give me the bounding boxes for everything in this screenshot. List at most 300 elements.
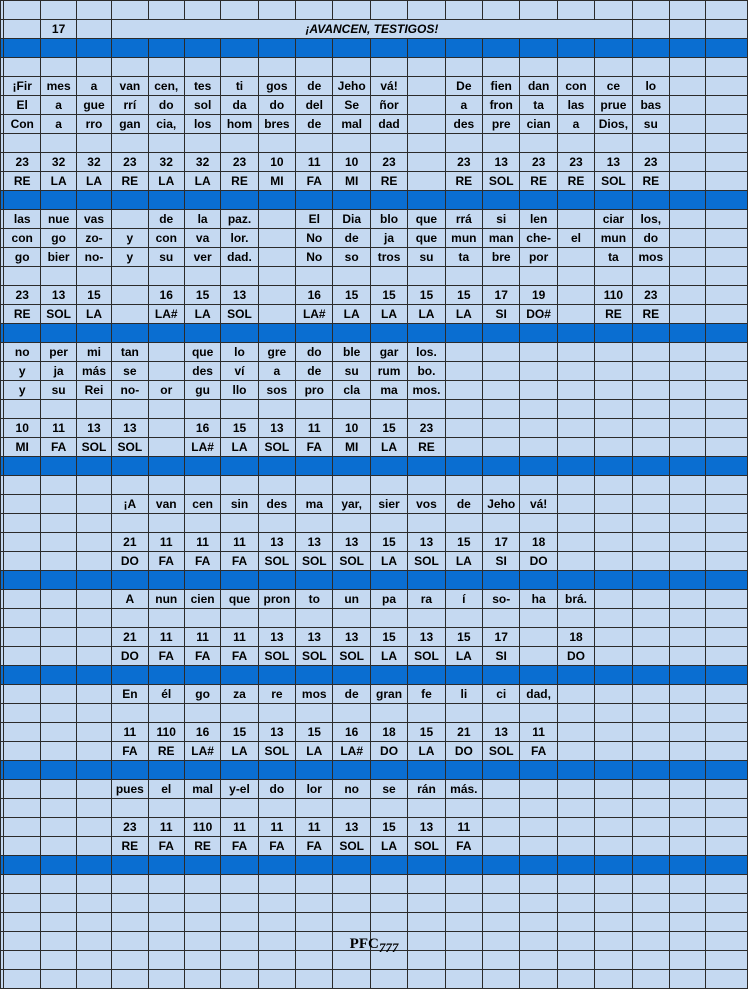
empty-cell — [221, 704, 258, 723]
empty-cell — [595, 590, 632, 609]
separator-cell — [445, 457, 482, 476]
note-name: LA — [221, 742, 258, 761]
separator-cell — [296, 191, 333, 210]
separator-cell — [595, 666, 632, 685]
separator-cell — [333, 457, 370, 476]
empty-cell — [221, 476, 258, 495]
separator-cell — [445, 324, 482, 343]
note-number: 23 — [632, 286, 669, 305]
lyric-syllable: ja — [41, 362, 76, 381]
grid-row-note — [1, 552, 748, 571]
separator-cell — [557, 191, 594, 210]
empty-cell — [258, 210, 295, 229]
separator-cell — [184, 571, 220, 590]
lyric-syllable: a — [557, 115, 594, 134]
lyric-syllable: ha — [520, 590, 557, 609]
empty-cell — [632, 1, 669, 20]
empty-cell — [632, 685, 669, 704]
note-number: 13 — [333, 818, 370, 837]
empty-cell — [557, 685, 594, 704]
empty-cell — [669, 96, 705, 115]
empty-cell — [595, 875, 632, 894]
lyric-syllable: que — [221, 590, 258, 609]
empty-cell — [557, 609, 594, 628]
empty-cell — [408, 58, 445, 77]
separator-cell — [408, 666, 445, 685]
empty-cell — [184, 704, 220, 723]
lyric-syllable: ta — [520, 96, 557, 115]
empty-cell — [76, 590, 111, 609]
empty-cell — [483, 913, 520, 932]
separator-cell — [258, 571, 295, 590]
empty-cell — [221, 970, 258, 989]
note-number: 17 — [483, 286, 520, 305]
song-title: ¡AVANCEN, TESTIGOS! — [112, 20, 632, 39]
empty-cell — [148, 419, 184, 438]
lyric-syllable: Con — [4, 115, 41, 134]
empty-cell — [557, 1, 594, 20]
lyric-syllable: so- — [483, 590, 520, 609]
separator-cell — [4, 761, 41, 780]
grid-row-num — [1, 818, 748, 837]
empty-cell — [112, 1, 148, 20]
empty-cell — [557, 875, 594, 894]
empty-cell — [557, 837, 594, 856]
empty-cell — [370, 476, 407, 495]
note-name: DO — [557, 647, 594, 666]
empty-cell — [408, 894, 445, 913]
note-name: FA — [221, 837, 258, 856]
lyric-syllable: ver — [184, 248, 220, 267]
lyric-syllable: mal — [184, 780, 220, 799]
empty-cell — [595, 343, 632, 362]
grid-row-blank — [1, 134, 748, 153]
empty-cell — [483, 799, 520, 818]
empty-cell — [41, 913, 76, 932]
empty-cell — [408, 609, 445, 628]
separator-cell — [408, 191, 445, 210]
lyric-syllable: tan — [112, 343, 148, 362]
empty-cell — [148, 476, 184, 495]
empty-cell — [669, 58, 705, 77]
grid-row-top — [1, 1, 748, 20]
empty-cell — [520, 476, 557, 495]
note-number: 18 — [520, 533, 557, 552]
note-name: DO — [112, 647, 148, 666]
empty-cell — [520, 704, 557, 723]
lyric-syllable: pre — [483, 115, 520, 134]
separator-cell — [408, 856, 445, 875]
empty-cell — [41, 590, 76, 609]
grid-row-text — [1, 343, 748, 362]
separator-cell — [706, 856, 748, 875]
note-number: 11 — [148, 818, 184, 837]
empty-cell — [148, 362, 184, 381]
separator-cell — [333, 191, 370, 210]
empty-cell — [370, 894, 407, 913]
separator-cell — [296, 39, 333, 58]
lyric-syllable: ce — [595, 77, 632, 96]
separator-cell — [408, 571, 445, 590]
separator-cell — [370, 571, 407, 590]
note-name: SOL — [258, 552, 295, 571]
lyric-syllable: ra — [408, 590, 445, 609]
empty-cell — [595, 476, 632, 495]
empty-cell — [445, 894, 482, 913]
lyric-syllable: yar, — [333, 495, 370, 514]
empty-cell — [520, 894, 557, 913]
note-number: 16 — [184, 723, 220, 742]
grid-row-text — [1, 248, 748, 267]
empty-cell — [148, 799, 184, 818]
empty-cell — [706, 495, 748, 514]
empty-cell — [184, 476, 220, 495]
empty-cell — [557, 704, 594, 723]
empty-cell — [184, 134, 220, 153]
separator-cell — [669, 324, 705, 343]
note-number: 15 — [370, 533, 407, 552]
grid-row-sep — [1, 39, 748, 58]
lyric-syllable: El — [4, 96, 41, 115]
note-number: 18 — [557, 628, 594, 647]
separator-cell — [706, 39, 748, 58]
note-number: 13 — [112, 419, 148, 438]
lyric-syllable: mes — [41, 77, 76, 96]
lyric-syllable: de — [333, 229, 370, 248]
separator-cell — [41, 457, 76, 476]
empty-cell — [520, 970, 557, 989]
empty-cell — [4, 476, 41, 495]
empty-cell — [296, 609, 333, 628]
grid-row-text — [1, 96, 748, 115]
separator-cell — [557, 457, 594, 476]
empty-cell — [76, 742, 111, 761]
empty-cell — [632, 514, 669, 533]
note-name: SOL — [333, 837, 370, 856]
empty-cell — [557, 723, 594, 742]
empty-cell — [632, 476, 669, 495]
lyric-syllable: vá! — [520, 495, 557, 514]
empty-cell — [632, 419, 669, 438]
note-name: MI — [258, 172, 295, 191]
note-name: SI — [483, 647, 520, 666]
empty-cell — [632, 913, 669, 932]
empty-cell — [632, 704, 669, 723]
empty-cell — [632, 533, 669, 552]
grid-row-blank — [1, 894, 748, 913]
lyric-syllable: í — [445, 590, 482, 609]
empty-cell — [221, 58, 258, 77]
separator-cell — [595, 856, 632, 875]
empty-cell — [669, 970, 705, 989]
separator-cell — [632, 191, 669, 210]
empty-cell — [595, 723, 632, 742]
lyric-syllable: man — [483, 229, 520, 248]
separator-cell — [557, 39, 594, 58]
empty-cell — [76, 837, 111, 856]
lyric-syllable: gu — [184, 381, 220, 400]
separator-cell — [483, 191, 520, 210]
grid-row-blank — [1, 400, 748, 419]
empty-cell — [483, 780, 520, 799]
note-number: 13 — [408, 818, 445, 837]
lyric-syllable: ti — [221, 77, 258, 96]
separator-cell — [296, 761, 333, 780]
empty-cell — [632, 647, 669, 666]
lyric-syllable: mi — [76, 343, 111, 362]
separator-cell — [595, 761, 632, 780]
empty-cell — [4, 685, 41, 704]
lyric-syllable: No — [296, 229, 333, 248]
separator-cell — [445, 39, 482, 58]
lyric-syllable: sos — [258, 381, 295, 400]
empty-cell — [669, 77, 705, 96]
empty-cell — [41, 476, 76, 495]
empty-cell — [669, 134, 705, 153]
lyric-syllable: so — [333, 248, 370, 267]
empty-cell — [184, 894, 220, 913]
lyric-syllable: pro — [296, 381, 333, 400]
empty-cell — [706, 248, 748, 267]
note-name: SOL — [595, 172, 632, 191]
note-number: 23 — [112, 153, 148, 172]
empty-cell — [706, 20, 748, 39]
empty-cell — [76, 552, 111, 571]
note-number: 11 — [221, 628, 258, 647]
lyric-syllable: dad — [370, 115, 407, 134]
lyric-syllable: do — [148, 96, 184, 115]
empty-cell — [76, 780, 111, 799]
separator-cell — [445, 856, 482, 875]
separator-cell — [483, 39, 520, 58]
empty-cell — [221, 400, 258, 419]
separator-cell — [632, 39, 669, 58]
empty-cell — [76, 970, 111, 989]
lyric-syllable: a — [76, 77, 111, 96]
lyric-syllable: ví — [221, 362, 258, 381]
grid-row-sep — [1, 761, 748, 780]
empty-cell — [445, 438, 482, 457]
note-number: 11 — [520, 723, 557, 742]
empty-cell — [76, 267, 111, 286]
separator-cell — [221, 666, 258, 685]
empty-cell — [483, 704, 520, 723]
separator-cell — [221, 856, 258, 875]
empty-cell — [112, 514, 148, 533]
empty-cell — [632, 400, 669, 419]
empty-cell — [483, 134, 520, 153]
empty-cell — [706, 362, 748, 381]
separator-cell — [370, 856, 407, 875]
empty-cell — [76, 20, 111, 39]
empty-cell — [632, 552, 669, 571]
empty-cell — [706, 438, 748, 457]
empty-cell — [445, 609, 482, 628]
lyric-syllable: se — [112, 362, 148, 381]
lyric-syllable: las — [557, 96, 594, 115]
note-number: 32 — [184, 153, 220, 172]
note-number: 13 — [258, 533, 295, 552]
separator-cell — [112, 457, 148, 476]
separator-cell — [148, 666, 184, 685]
empty-cell — [669, 267, 705, 286]
empty-cell — [483, 419, 520, 438]
lyric-syllable: gue — [76, 96, 111, 115]
note-name: RE — [112, 172, 148, 191]
note-name: LA — [148, 172, 184, 191]
empty-cell — [557, 343, 594, 362]
empty-cell — [669, 514, 705, 533]
separator-cell — [112, 761, 148, 780]
separator-cell — [148, 191, 184, 210]
lyric-syllable: las — [4, 210, 41, 229]
lyric-syllable: rum — [370, 362, 407, 381]
empty-cell — [706, 419, 748, 438]
lyric-syllable: y — [112, 248, 148, 267]
empty-cell — [258, 609, 295, 628]
empty-cell — [258, 476, 295, 495]
note-number: 17 — [483, 533, 520, 552]
separator-cell — [669, 761, 705, 780]
empty-cell — [557, 210, 594, 229]
note-name: LA — [370, 305, 407, 324]
separator-cell — [370, 457, 407, 476]
empty-cell — [632, 343, 669, 362]
empty-cell — [445, 362, 482, 381]
note-number: 32 — [76, 153, 111, 172]
empty-cell — [706, 818, 748, 837]
empty-cell — [595, 647, 632, 666]
empty-cell — [483, 875, 520, 894]
note-name: SOL — [408, 647, 445, 666]
grid-row-note — [1, 647, 748, 666]
separator-cell — [258, 324, 295, 343]
lyric-syllable: tros — [370, 248, 407, 267]
empty-cell — [333, 609, 370, 628]
note-number: 13 — [296, 533, 333, 552]
note-number: 13 — [595, 153, 632, 172]
note-name: MI — [333, 438, 370, 457]
empty-cell — [520, 647, 557, 666]
empty-cell — [41, 799, 76, 818]
note-name: SOL — [333, 647, 370, 666]
grid-row-num — [1, 419, 748, 438]
grid-row-note — [1, 742, 748, 761]
empty-cell — [148, 704, 184, 723]
note-number: 11 — [296, 419, 333, 438]
empty-cell — [184, 970, 220, 989]
empty-cell — [408, 799, 445, 818]
empty-cell — [258, 229, 295, 248]
note-name: LA — [445, 647, 482, 666]
empty-cell — [148, 970, 184, 989]
empty-cell — [258, 134, 295, 153]
separator-cell — [76, 324, 111, 343]
lyric-syllable: cen — [184, 495, 220, 514]
empty-cell — [669, 894, 705, 913]
note-name: RE — [632, 305, 669, 324]
note-number: 23 — [445, 153, 482, 172]
note-name: FA — [296, 172, 333, 191]
empty-cell — [669, 723, 705, 742]
empty-cell — [4, 723, 41, 742]
empty-cell — [706, 1, 748, 20]
note-name: LA — [370, 647, 407, 666]
empty-cell — [632, 590, 669, 609]
separator-cell — [184, 761, 220, 780]
empty-cell — [41, 134, 76, 153]
note-name: SOL — [483, 742, 520, 761]
grid-row-text — [1, 381, 748, 400]
lyric-syllable: za — [221, 685, 258, 704]
note-name: RE — [184, 837, 220, 856]
note-name: RE — [112, 837, 148, 856]
empty-cell — [76, 647, 111, 666]
grid-row-note — [1, 837, 748, 856]
empty-cell — [483, 343, 520, 362]
empty-cell — [669, 742, 705, 761]
empty-cell — [483, 362, 520, 381]
separator-cell — [669, 191, 705, 210]
empty-cell — [669, 685, 705, 704]
note-number: 21 — [445, 723, 482, 742]
empty-cell — [4, 799, 41, 818]
grid-row-text — [1, 362, 748, 381]
separator-cell — [112, 666, 148, 685]
note-name: SOL — [333, 552, 370, 571]
note-number: 23 — [632, 153, 669, 172]
note-name: SOL — [408, 837, 445, 856]
empty-cell — [445, 343, 482, 362]
empty-cell — [370, 400, 407, 419]
note-number: 15 — [370, 628, 407, 647]
empty-cell — [408, 476, 445, 495]
note-name: DO# — [520, 305, 557, 324]
note-name: RE — [4, 172, 41, 191]
note-number: 23 — [4, 286, 41, 305]
empty-cell — [595, 742, 632, 761]
lyric-syllable: ci — [483, 685, 520, 704]
empty-cell — [4, 590, 41, 609]
note-name: LA# — [184, 438, 220, 457]
empty-cell — [706, 837, 748, 856]
empty-cell — [296, 58, 333, 77]
empty-cell — [333, 970, 370, 989]
note-number: 13 — [258, 419, 295, 438]
empty-cell — [408, 970, 445, 989]
separator-cell — [669, 457, 705, 476]
grid-row-header — [1, 20, 748, 39]
lyric-syllable: sier — [370, 495, 407, 514]
note-name: LA — [408, 305, 445, 324]
note-number: 13 — [258, 628, 295, 647]
note-number: 23 — [370, 153, 407, 172]
note-name: LA — [445, 552, 482, 571]
empty-cell — [706, 609, 748, 628]
empty-cell — [557, 799, 594, 818]
separator-cell — [595, 571, 632, 590]
note-number: 13 — [76, 419, 111, 438]
empty-cell — [445, 913, 482, 932]
note-number: 17 — [483, 628, 520, 647]
grid-row-blank — [1, 58, 748, 77]
note-number: 13 — [258, 723, 295, 742]
empty-cell — [4, 514, 41, 533]
separator-cell — [41, 39, 76, 58]
note-name: LA — [445, 305, 482, 324]
empty-cell — [258, 400, 295, 419]
grid-row-sep — [1, 191, 748, 210]
